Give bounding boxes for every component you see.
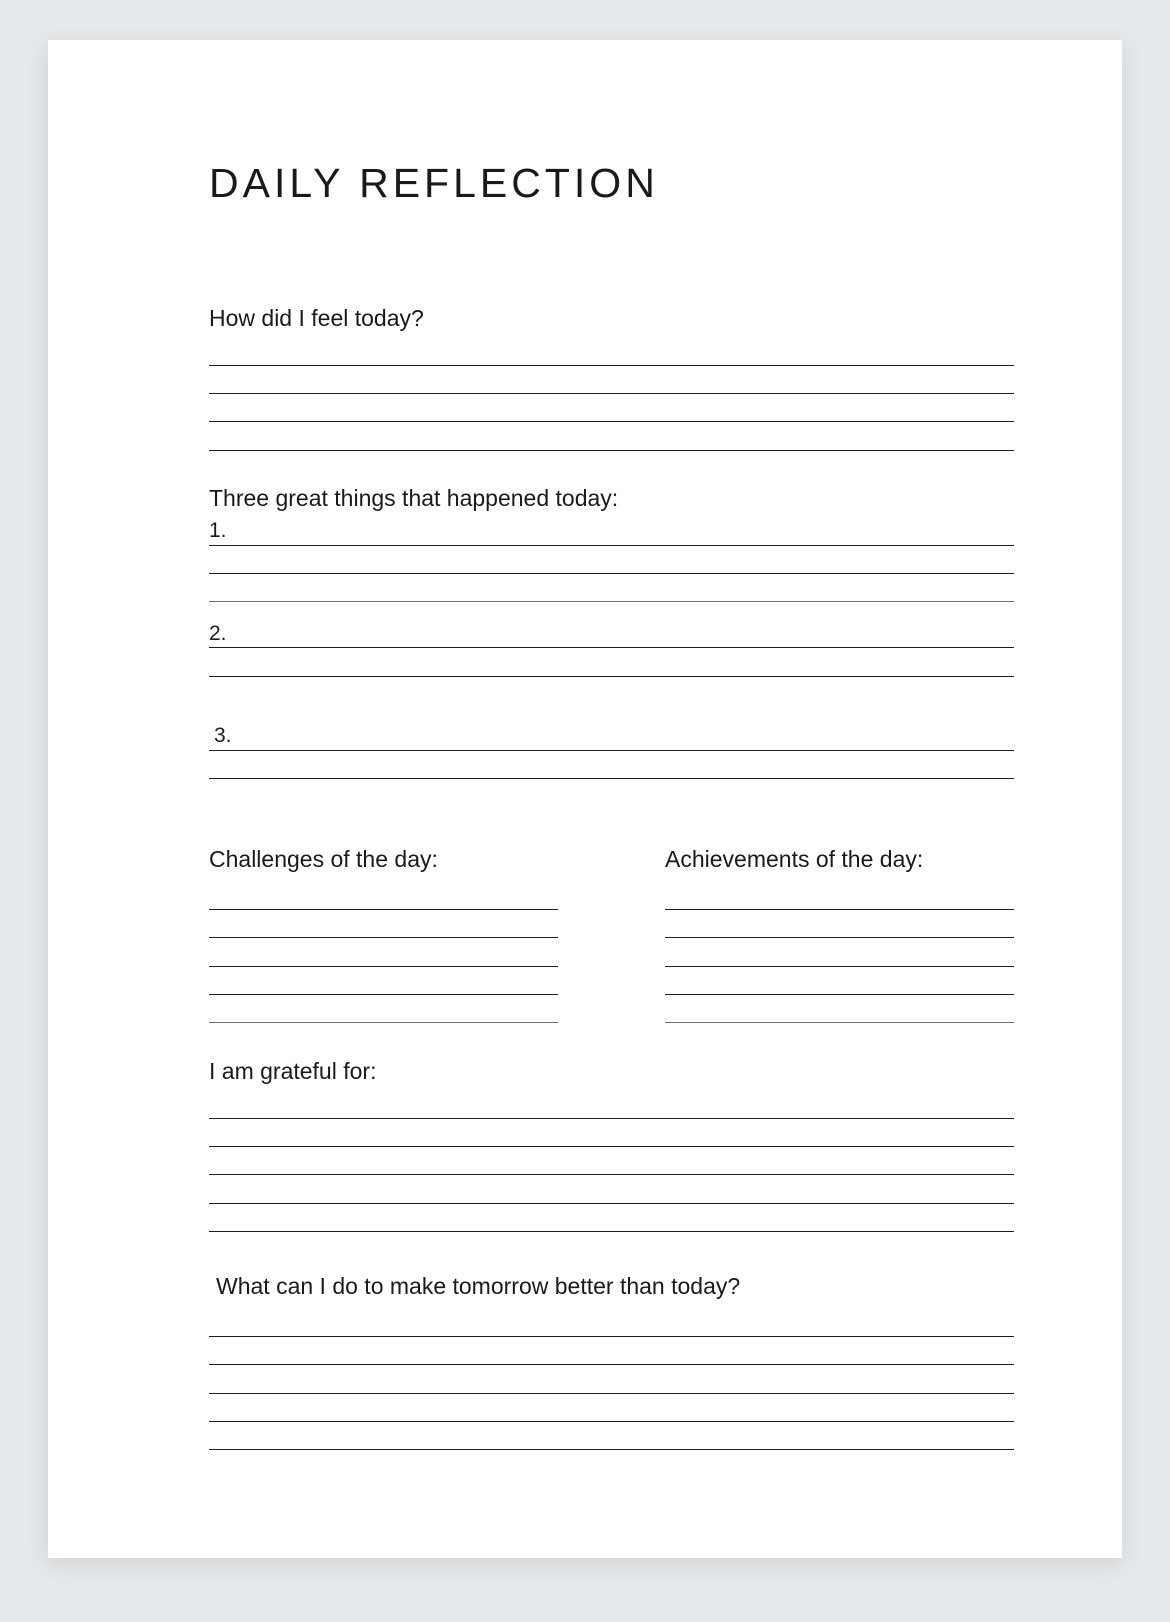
achievements-writing-line[interactable] [665, 937, 1014, 938]
feel-prompt: How did I feel today? [209, 305, 424, 331]
tomorrow-prompt: What can I do to make tomorrow better than today? [216, 1273, 741, 1299]
page-title: DAILY REFLECTION [209, 160, 659, 206]
challenges-prompt: Challenges of the day: [209, 846, 438, 872]
feel-writing-line[interactable] [209, 365, 1014, 366]
tomorrow-writing-line[interactable] [209, 1364, 1014, 1365]
great-thing-1-line[interactable] [209, 573, 1014, 574]
challenges-writing-line[interactable] [209, 909, 558, 910]
tomorrow-writing-line[interactable] [209, 1421, 1014, 1422]
challenges-writing-line[interactable] [209, 937, 558, 938]
great-things-prompt: Three great things that happened today: [209, 485, 619, 511]
grateful-writing-line[interactable] [209, 1118, 1014, 1119]
achievements-writing-line[interactable] [665, 1022, 1014, 1023]
great-thing-1-line[interactable] [209, 601, 1014, 602]
great-thing-1-line[interactable] [209, 545, 1014, 546]
great-thing-2-line[interactable] [209, 647, 1014, 648]
grateful-writing-line[interactable] [209, 1146, 1014, 1147]
grateful-writing-line[interactable] [209, 1203, 1014, 1204]
challenges-writing-line[interactable] [209, 994, 558, 995]
item-number-1: 1. [209, 519, 227, 542]
tomorrow-writing-line[interactable] [209, 1336, 1014, 1337]
achievements-writing-line[interactable] [665, 994, 1014, 995]
item-number-3: 3. [214, 724, 232, 747]
great-thing-3-line[interactable] [209, 750, 1014, 751]
grateful-prompt: I am grateful for: [209, 1058, 377, 1084]
great-thing-2-line[interactable] [209, 676, 1014, 677]
feel-writing-line[interactable] [209, 393, 1014, 394]
feel-writing-line[interactable] [209, 421, 1014, 422]
tomorrow-writing-line[interactable] [209, 1449, 1014, 1450]
journal-page [48, 40, 1122, 1558]
achievements-prompt: Achievements of the day: [665, 846, 924, 872]
achievements-writing-line[interactable] [665, 909, 1014, 910]
tomorrow-writing-line[interactable] [209, 1393, 1014, 1394]
challenges-writing-line[interactable] [209, 1022, 558, 1023]
challenges-writing-line[interactable] [209, 966, 558, 967]
grateful-writing-line[interactable] [209, 1174, 1014, 1175]
great-thing-3-line[interactable] [209, 778, 1014, 779]
item-number-2: 2. [209, 622, 227, 645]
achievements-writing-line[interactable] [665, 966, 1014, 967]
grateful-writing-line[interactable] [209, 1231, 1014, 1232]
feel-writing-line[interactable] [209, 450, 1014, 451]
